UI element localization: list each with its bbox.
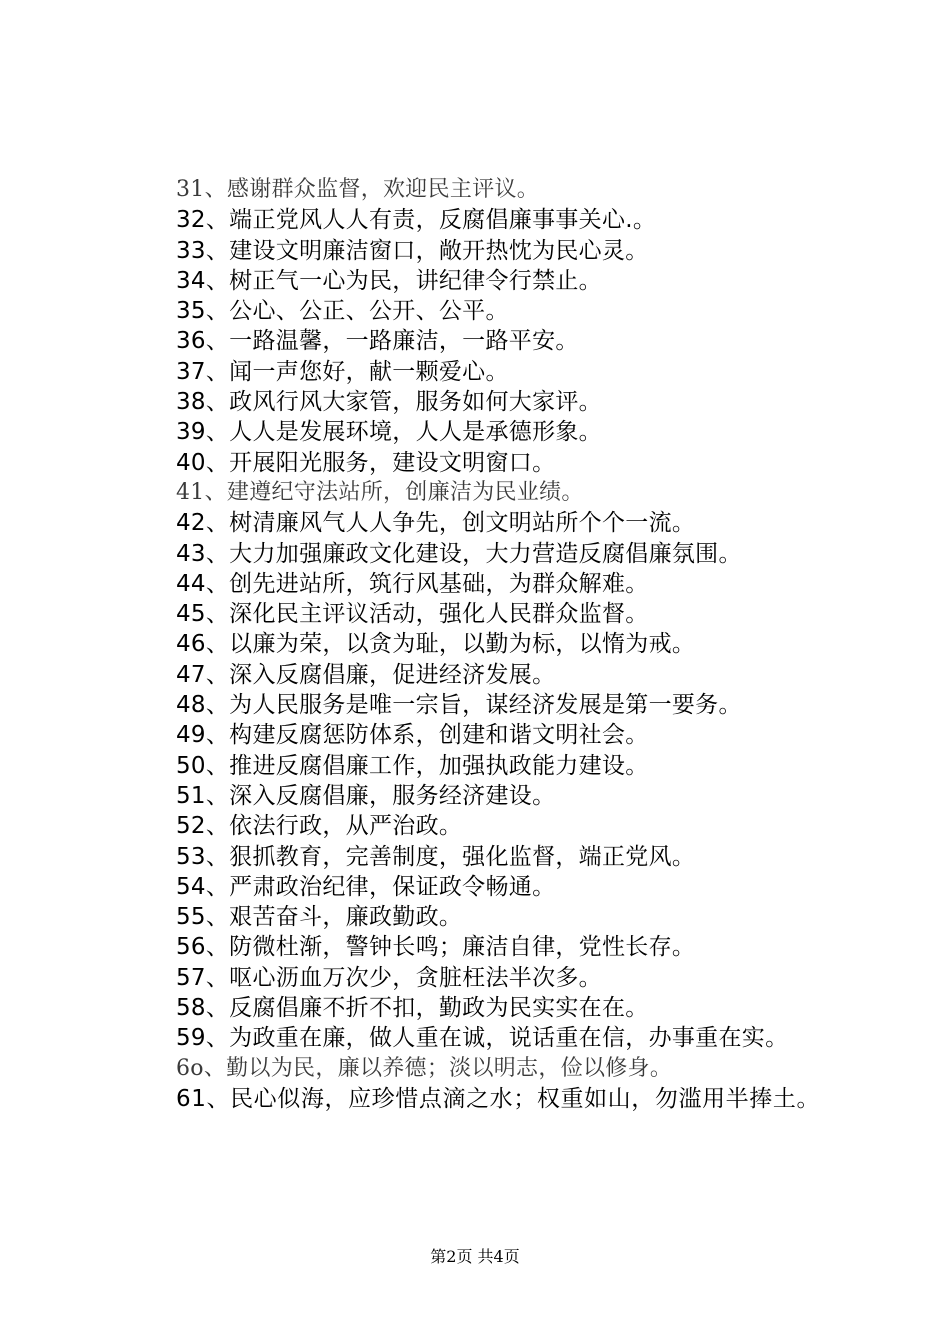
- slogan-line: 39、人人是发展环境，人人是承德形象。: [176, 419, 602, 446]
- slogan-line: 44、创先进站所，筑行风基础，为群众解难。: [176, 570, 649, 597]
- slogan-line: 57、呕心沥血万次少，贪脏枉法半次多。: [176, 964, 602, 991]
- slogan-line: 58、反腐倡廉不折不扣，勤政为民实实在在。: [176, 995, 649, 1022]
- slogan-line: 37、闻一声您好，献一颗爱心。: [176, 358, 509, 385]
- page-footer: [0, 1244, 950, 1267]
- slogan-line: 47、深入反腐倡廉，促进经济发展。: [176, 661, 556, 688]
- slogan-line: 33、建设文明廉洁窗口，敞开热忱为民心灵。: [176, 237, 649, 264]
- slogan-line: 48、为人民服务是唯一宗旨，谋经济发展是第一要务。: [176, 692, 742, 719]
- slogan-line: 43、大力加强廉政文化建设，大力营造反腐倡廉氛围。: [176, 540, 742, 567]
- slogan-line: 50、推进反腐倡廉工作，加强执政能力建设。: [176, 752, 649, 779]
- slogan-line: 59、为政重在廉，做人重在诚，说话重在信，办事重在实。: [176, 1025, 789, 1052]
- slogan-line: 53、狠抓教育，完善制度，强化监督，端正党风。: [176, 843, 696, 870]
- slogan-list: [128, 175, 848, 1114]
- slogan-line: 35、公心、公正、公开、公平。: [176, 298, 509, 325]
- slogan-line: 61、民心似海，应珍惜点滴之水；权重如山，勿滥用半捧土。: [176, 1085, 821, 1112]
- slogan-line: 56、防微杜渐，警钟长鸣；廉洁自律，党性长存。: [176, 934, 696, 961]
- slogan-line: 31、感谢群众监督，欢迎民主评议。: [176, 177, 540, 202]
- slogan-line: 41、建遵纪守法站所，创廉洁为民业绩。: [176, 479, 584, 505]
- page-number-label: 第2页 共4页: [430, 1247, 520, 1266]
- slogan-line: 38、政风行风大家管，服务如何大家评。: [176, 389, 602, 416]
- slogan-line: 51、深入反腐倡廉，服务经济建设。: [176, 782, 556, 809]
- slogan-line: 32、端正党风人人有责，反腐倡廉事事关心.。: [176, 207, 657, 234]
- slogan-line: 54、严肃政治纪律，保证政令畅通。: [176, 873, 556, 900]
- slogan-line: 49、构建反腐惩防体系，创建和谐文明社会。: [176, 722, 649, 749]
- slogan-line: 45、深化民主评议活动，强化人民群众监督。: [176, 601, 649, 628]
- slogan-line: 46、以廉为荣，以贪为耻，以勤为标，以惰为戒。: [176, 631, 696, 658]
- slogan-line: 42、树清廉风气人人争先，创文明站所个个一流。: [176, 510, 696, 537]
- slogan-line: 55、艰苦奋斗，廉政勤政。: [176, 904, 463, 931]
- slogan-line: 34、树正气一心为民，讲纪律令行禁止。: [176, 267, 602, 294]
- slogan-line: 6o、勤以为民，廉以养德；淡以明志，俭以修身。: [176, 1055, 673, 1081]
- slogan-line: 52、依法行政，从严治政。: [176, 813, 463, 840]
- slogan-line: 36、一路温馨，一路廉洁，一路平安。: [176, 328, 579, 355]
- slogan-line: 40、开展阳光服务，建设文明窗口。: [176, 449, 556, 476]
